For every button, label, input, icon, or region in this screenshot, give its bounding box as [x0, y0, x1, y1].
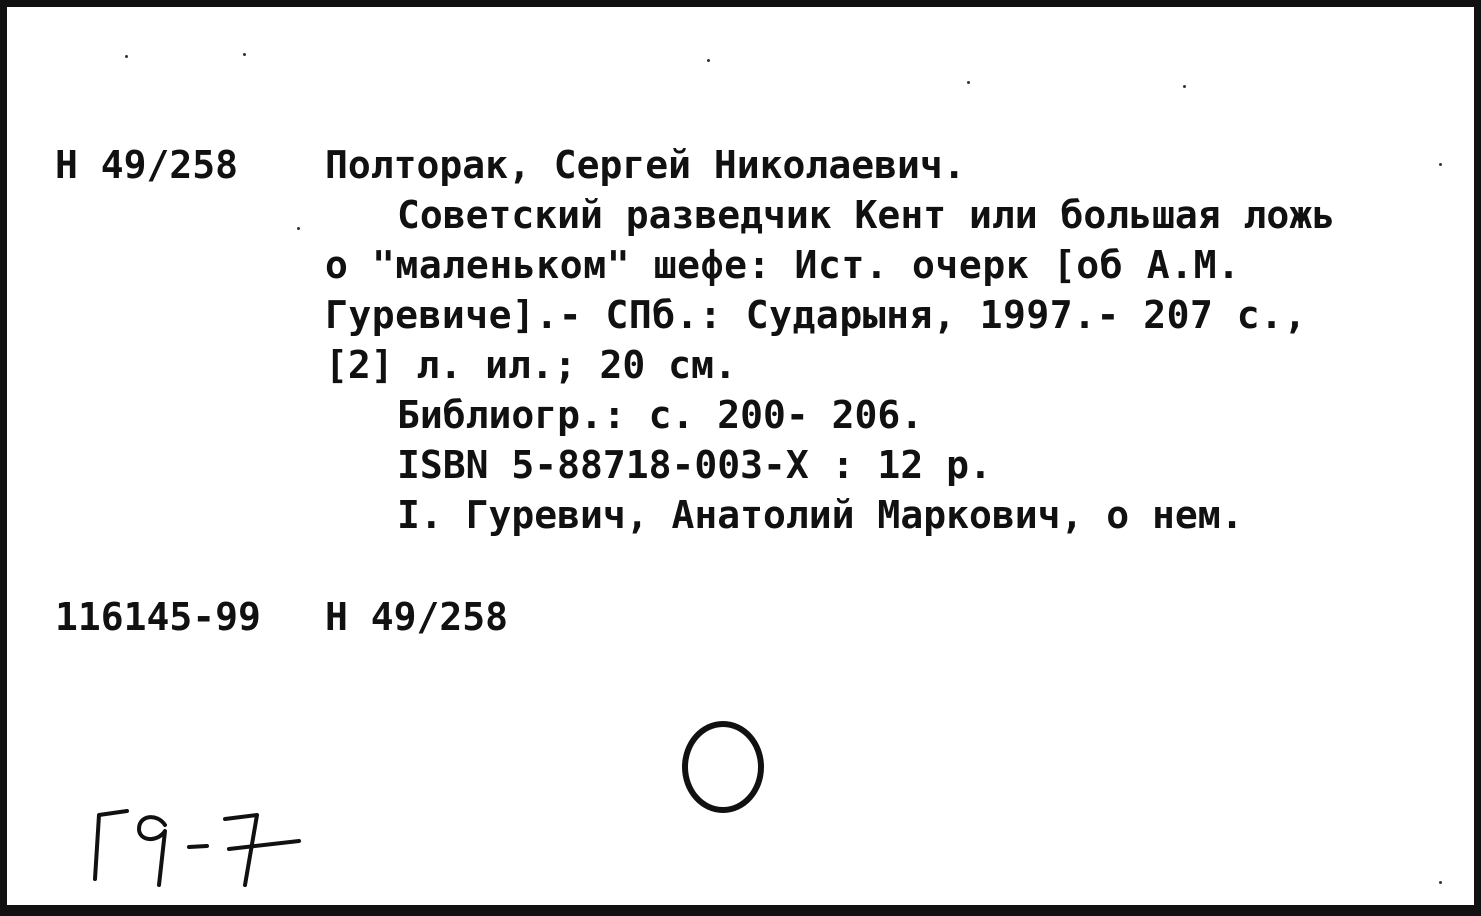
call-number-bottom: Н 49/258 — [325, 595, 509, 639]
call-number: Н 49/258 — [55, 143, 239, 187]
handwritten-note — [87, 797, 327, 897]
subject-entry: I. Гуревич, Анатолий Маркович, о нем. — [397, 493, 1244, 537]
speck — [707, 59, 710, 62]
bibliography-note: Библиогр.: с. 200- 206. — [397, 393, 924, 437]
speck — [243, 53, 246, 56]
title-line-4: [2] л. ил.; 20 см. — [325, 343, 737, 387]
title-line-2: о "маленьком" шефе: Ист. очерк [об А.М. — [325, 243, 1241, 287]
speck — [967, 81, 970, 84]
speck — [125, 55, 128, 58]
title-line-1: Советский разведчик Кент или большая ложь — [397, 193, 1335, 237]
speck — [1439, 163, 1442, 166]
isbn-line: ISBN 5-88718-003-X : 12 р. — [397, 443, 992, 487]
title-line-3: Гуревиче].- СПб.: Сударыня, 1997.- 207 с., — [325, 293, 1307, 337]
speck — [1439, 881, 1442, 884]
card-hole-icon — [682, 721, 764, 813]
author-heading: Полторак, Сергей Николаевич. — [325, 143, 966, 187]
speck — [297, 227, 300, 230]
accession-number: 116145-99 — [55, 595, 261, 639]
speck — [1183, 85, 1186, 88]
